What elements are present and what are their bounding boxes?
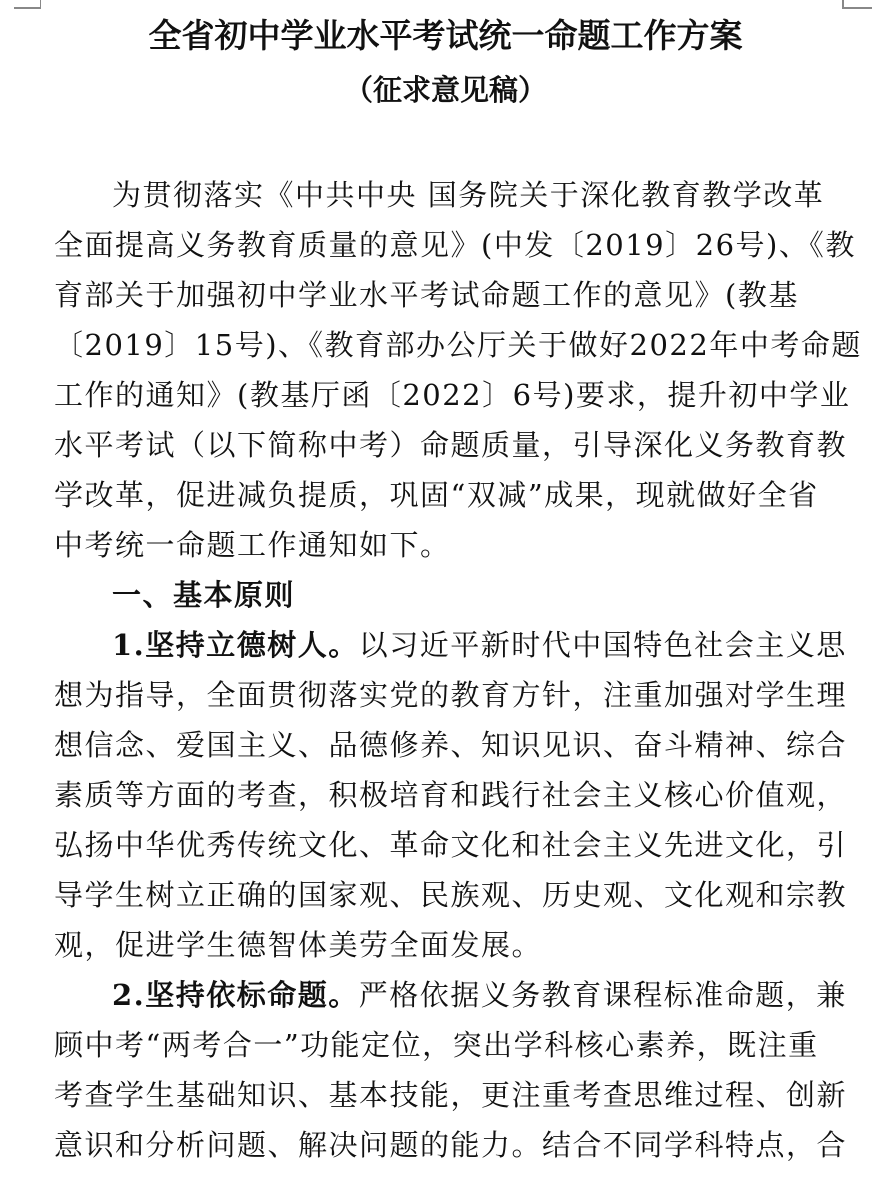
intro-line: 全面提高义务教育质量的意见》(中发〔2019〕26号)、《教 [54, 228, 856, 262]
document-subtitle: （征求意见稿） [343, 73, 547, 107]
principle-line: 观，促进学生德智体美劳全面发展。 [54, 928, 543, 962]
principle-line: 弘扬中华优秀传统文化、革命文化和社会主义先进文化，引 [54, 828, 848, 862]
intro-line: 为贯彻落实《中共中央 国务院关于深化教育教学改革 [112, 178, 825, 212]
page-corner-mark-right [842, 0, 872, 9]
document-title: 全省初中学业水平考试统一命题工作方案 [148, 16, 743, 55]
principle-line: 导学生树立正确的国家观、民族观、历史观、文化观和宗教 [54, 878, 848, 912]
principle-line: 考查学生基础知识、基本技能，更注重考查思维过程、创新 [54, 1078, 848, 1112]
principle-2-lead: 2.坚持依标命题。 [112, 978, 359, 1012]
principle-line: 想信念、爱国主义、品德修养、知识见识、奋斗精神、综合 [54, 728, 848, 762]
intro-line: 学改革，促进减负提质，巩固“双减”成果，现就做好全省 [54, 478, 819, 512]
principle-1-first-line [54, 620, 847, 670]
intro-line: 水平考试（以下简称中考）命题质量，引导深化义务教育教 [54, 428, 848, 462]
page-corner-mark-left [14, 0, 41, 9]
principle-line: 素质等方面的考查，积极培育和践行社会主义核心价值观， [54, 778, 848, 812]
section-heading: 一、基本原则 [112, 578, 296, 612]
intro-line: 中考统一命题工作通知如下。 [54, 528, 451, 562]
principle-line: 想为指导，全面贯彻落实党的教育方针，注重加强对学生理 [54, 678, 848, 712]
principle-line: 意识和分析问题、解决问题的能力。结合不同学科特点，合 [54, 1128, 848, 1162]
principle-1-text: 以习近平新时代中国特色社会主义思 [358, 628, 847, 662]
intro-line: 〔2019〕15号)、《教育部办公厅关于做好2022年中考命题 [54, 328, 862, 362]
principle-2-first-line [54, 970, 847, 1020]
principle-1-lead: 1.坚持立德树人。 [112, 628, 359, 662]
intro-line: 育部关于加强初中学业水平考试命题工作的意见》(教基 [54, 278, 799, 312]
intro-line: 工作的通知》(教基厅函〔2022〕6号)要求，提升初中学业 [54, 378, 851, 412]
document-body [54, 170, 862, 1170]
principle-2-text: 严格依据义务教育课程标准命题，兼 [358, 978, 847, 1012]
principle-line: 顾中考“两考合一”功能定位，突出学科核心素养，既注重 [54, 1028, 819, 1062]
